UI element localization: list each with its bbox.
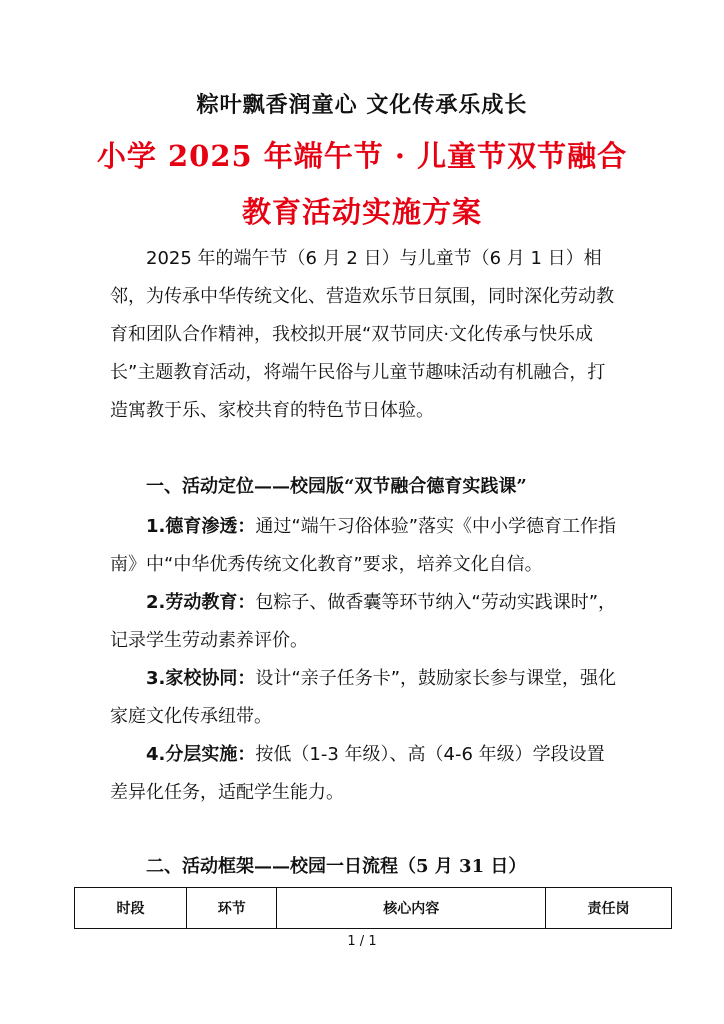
- section-2-heading: 二、活动框架——校园一日流程（5 月 31 日）: [146, 856, 527, 877]
- section-1-heading: 一、活动定位——校园版“双节融合德育实践课”: [146, 476, 527, 497]
- item-text: 设计“亲子任务卡”，鼓励家长参与课堂，强化家庭文化传承纽带。: [110, 668, 617, 727]
- item-lead: 1.德育渗透：: [146, 516, 256, 537]
- table-header-cell: 核心内容: [277, 888, 546, 929]
- table-header-cell: 环节: [187, 888, 277, 929]
- item-lead: 4.分层实施：: [146, 744, 256, 765]
- document-title-line-1: 小学 2025 年端午节 · 儿童节双节融合: [96, 139, 628, 173]
- list-item: [110, 660, 622, 736]
- item-lead: 3.家校协同：: [146, 668, 256, 689]
- table-header-cell: 时段: [75, 888, 187, 929]
- table-header-row: [75, 888, 672, 929]
- list-item: [110, 584, 622, 660]
- intro-paragraph: 2025 年的端午节（6 月 2 日）与儿童节（6 月 1 日）相邻，为传承中华传统文化、营造欢乐节日氛围，同时深化劳动教育和团队合作精神，我校拟开展“双节同庆·文化传承与快乐成长”主题教育活动，将端午民俗与儿童节趣味活动有机融合，打造寓教于乐、家校共育的特色节日体验。: [110, 248, 614, 421]
- list-item: [110, 508, 622, 584]
- document-subtitle: 粽叶飘香润童心 文化传承乐成长: [196, 93, 528, 118]
- page-number: 1 / 1: [347, 934, 377, 949]
- item-text: 通过“端午习俗体验”落实《中小学德育工作指南》中“中华优秀传统文化教育”要求，培养文化自信。: [110, 516, 617, 575]
- item-text: 包粽子、做香囊等环节纳入“劳动实践课时”，记录学生劳动素养评价。: [110, 592, 617, 651]
- schedule-table: [74, 887, 672, 929]
- document-title-line-2: 教育活动实施方案: [241, 195, 482, 229]
- item-text: 按低（1-3 年级）、高（4-6 年级）学段设置差异化任务，适配学生能力。: [110, 744, 605, 803]
- item-lead: 2.劳动教育：: [146, 592, 256, 613]
- list-item: [110, 736, 622, 812]
- table-header-cell: 责任岗: [546, 888, 672, 929]
